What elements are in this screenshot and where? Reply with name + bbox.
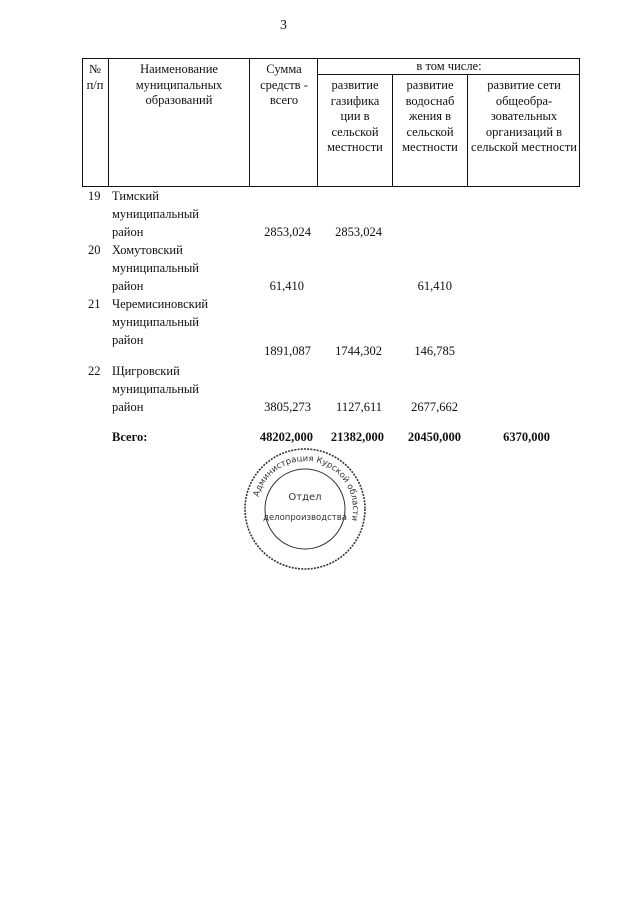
- district-name-line: район: [112, 400, 144, 414]
- total-cell: 2853,024: [264, 225, 311, 239]
- district-name-line: Черемисиновский: [112, 297, 209, 311]
- schools-total-cell: 6370,000: [503, 430, 550, 444]
- page-number: 3: [280, 18, 287, 33]
- district-name-line: район: [112, 279, 144, 293]
- water-total-cell: 20450,000: [407, 430, 461, 444]
- district-name-line: Хомутовский: [112, 243, 183, 257]
- row-number: 20: [88, 243, 101, 257]
- header-water: развитие водоснаб жения в сельской местности: [402, 78, 458, 154]
- row-number: 19: [88, 189, 101, 203]
- total-cell: 1891,087: [264, 344, 311, 358]
- header-num: № п/п: [86, 62, 104, 92]
- water-cell: 2677,662: [411, 400, 458, 414]
- total-cell: 3805,273: [264, 400, 311, 414]
- district-name-line: муниципальный: [112, 315, 199, 329]
- water-cell: 61,410: [417, 279, 452, 293]
- gas-cell: 1127,611: [336, 400, 382, 414]
- row-number: 22: [88, 364, 101, 378]
- total-cell: 61,410: [269, 279, 304, 293]
- official-stamp: [242, 446, 368, 577]
- district-name-line: район: [112, 333, 144, 347]
- district-name-line: муниципальный: [112, 382, 199, 396]
- total-label: Всего:: [112, 430, 148, 444]
- header-including: в том числе:: [416, 59, 482, 73]
- header-total: Сумма средств - всего: [260, 62, 308, 107]
- water-cell: 146,785: [414, 344, 455, 358]
- gas-cell: 1744,302: [335, 344, 382, 358]
- district-name-line: муниципальный: [112, 261, 199, 275]
- stamp-center-line: Отдел: [288, 492, 322, 503]
- stamp-ring-text: Администрация Курской области: [251, 453, 361, 522]
- stamp-center-line: делопроизводства: [263, 513, 347, 523]
- header-gas: развитие газифика ции в сельской местности: [327, 78, 383, 154]
- district-name-line: район: [112, 225, 144, 239]
- row-number: 21: [88, 297, 101, 311]
- header-schools: развитие сети общеобра- зовательных организаций в сельской местности: [471, 78, 577, 154]
- gas-cell: 2853,024: [335, 225, 382, 239]
- district-name-line: Тимский: [112, 189, 159, 203]
- header-name: Наименование муниципальных образований: [135, 62, 223, 107]
- district-name-line: Щигровский: [112, 364, 180, 378]
- district-name-line: муниципальный: [112, 207, 199, 221]
- gas-total-cell: 21382,000: [330, 430, 384, 444]
- grand-total-cell: 48202,000: [259, 430, 313, 444]
